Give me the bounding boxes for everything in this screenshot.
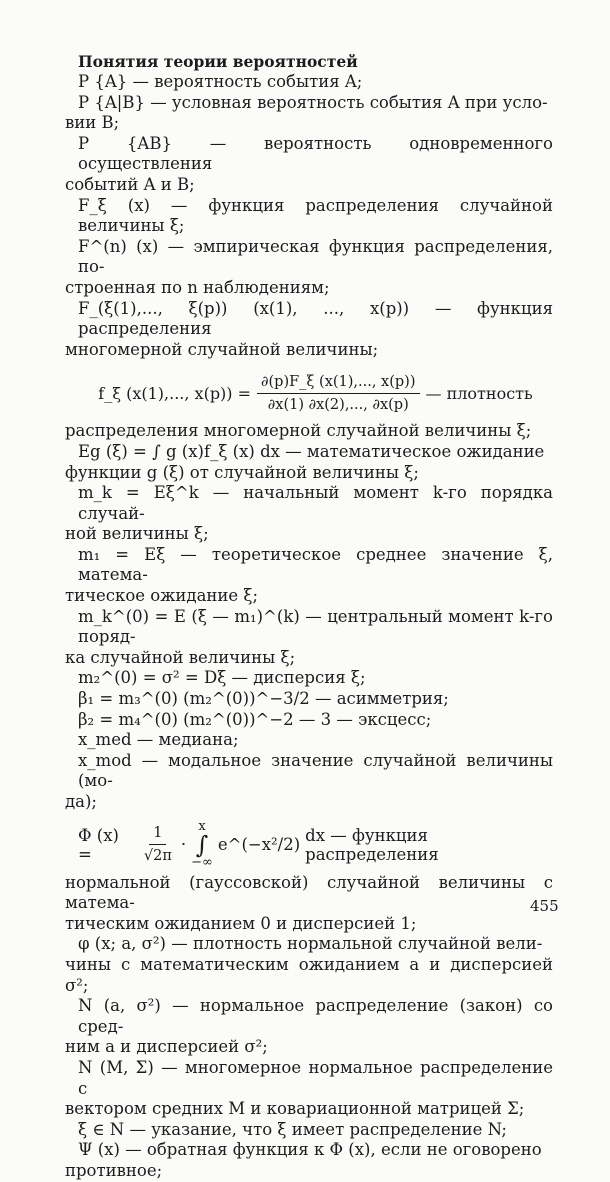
text-line: распределения многомерной случайной величины ξ; [65, 421, 532, 441]
text-line: многомерной случайной величины; [65, 339, 379, 359]
text-line: x_mod — модальное значение случайной величины (мо- [78, 750, 553, 791]
text-line: Ψ (x) — обратная функция к Φ (x), если не оговорено [78, 1140, 542, 1160]
fraction-denominator: ∂x(1) ∂x(2),..., ∂x(p) [267, 397, 409, 414]
density-formula [78, 374, 553, 413]
multiply-dot: · [180, 835, 187, 855]
fraction-denominator: √2π [143, 848, 172, 865]
integral-sign: ∫ [195, 830, 209, 859]
text-line: N (a, σ²) — нормальное распределение (закон) со сред- [78, 996, 553, 1036]
text-line: чины с математическим ожиданием a и дисперсией σ²; [65, 954, 553, 995]
text-line: вии B; [65, 113, 120, 133]
text-line: да); [65, 792, 97, 811]
entry-list-3 [65, 872, 553, 1182]
fraction [140, 825, 176, 864]
integral-upper-limit: x [198, 818, 206, 834]
text-line: F_(ξ(1),..., ξ(p)) (x(1), ..., x(p)) — функция распределения [78, 298, 553, 339]
text-line: тическое ожидание ξ; [65, 586, 259, 606]
text-line: P {A} — вероятность события A; [78, 72, 363, 91]
integral-lower-limit: −∞ [191, 854, 213, 870]
text-line: противное; [65, 1160, 163, 1180]
text-line: Eg (ξ) = ∫ g (x)f_ξ (x) dx — математическое ожидание [78, 441, 545, 461]
text-line: x_med — медиана; [78, 730, 239, 750]
text-line: ка случайной величины ξ; [65, 647, 296, 667]
text-line: функции g (ξ) от случайной величины ξ; [65, 462, 419, 482]
integrand: e^(−x²/2) [217, 835, 301, 855]
text-line: m₁ = Eξ — теоретическое среднее значение ξ, матема- [78, 544, 553, 585]
text-line: тическим ожиданием 0 и дисперсией 1; [65, 913, 417, 933]
text-line: N (M, Σ) — многомерное нормальное распределение с [78, 1057, 553, 1098]
formula-lhs: f_ξ (x(1),..., x(p)) = [98, 384, 252, 404]
page-content [65, 52, 553, 1182]
formula-rhs: dx — функция распределения [305, 825, 439, 864]
text-line: ξ ∈ N — указание, что ξ имеет распределение N; [78, 1119, 507, 1139]
entry-list-1 [65, 72, 553, 360]
entry-list-2 [65, 421, 553, 812]
text-line: P {AB} — вероятность одновременного осуществления [78, 133, 553, 174]
text-line: β₁ = m₃^(0) (m₂^(0))^−3/2 — асимметрия; [78, 689, 449, 709]
text-line: вектором средних M и ковариационной матрицей Σ; [65, 1099, 525, 1119]
text-line: φ (x; a, σ²) — плотность нормальной случайной вели- [78, 934, 543, 954]
formula-rhs: — плотность [425, 384, 533, 404]
section-heading: Понятия теории вероятностей [78, 52, 358, 71]
text-line: F^(n) (x) — эмпирическая функция распределения, по- [78, 236, 553, 277]
integral [191, 818, 213, 870]
text-line: m_k^(0) = E (ξ — m₁)^(k) — центральный момент k-го поряд- [78, 606, 553, 647]
text-line: β₂ = m₄^(0) (m₂^(0))^−2 — 3 — эксцесс; [78, 709, 432, 729]
text-line: m₂^(0) = σ² = Dξ — дисперсия ξ; [78, 668, 366, 688]
text-line: m_k = Eξ^k — начальный момент k-го порядка случай- [78, 483, 553, 523]
text-line: ной величины ξ; [65, 524, 209, 544]
text-line: P {A|B} — условная вероятность события A при усло- [78, 92, 548, 112]
text-line: строенная по n наблюдениям; [65, 277, 330, 297]
text-line: F_ξ (x) — функция распределения случайной величины ξ; [78, 195, 553, 236]
text-line: нормальной (гауссовской) случайной величины с матема- [65, 872, 553, 913]
fraction-numerator: ∂(p)F_ξ (x(1),..., x(p)) [257, 374, 419, 394]
fraction-numerator: 1 [149, 825, 166, 845]
text-line: событий A и B; [65, 174, 195, 194]
formula-lhs: Φ (x) = [78, 825, 119, 864]
page-number: 455 [530, 897, 559, 915]
normal-cdf-formula [78, 818, 553, 870]
fraction [257, 374, 419, 413]
text-line: ним a и дисперсией σ²; [65, 1037, 268, 1057]
